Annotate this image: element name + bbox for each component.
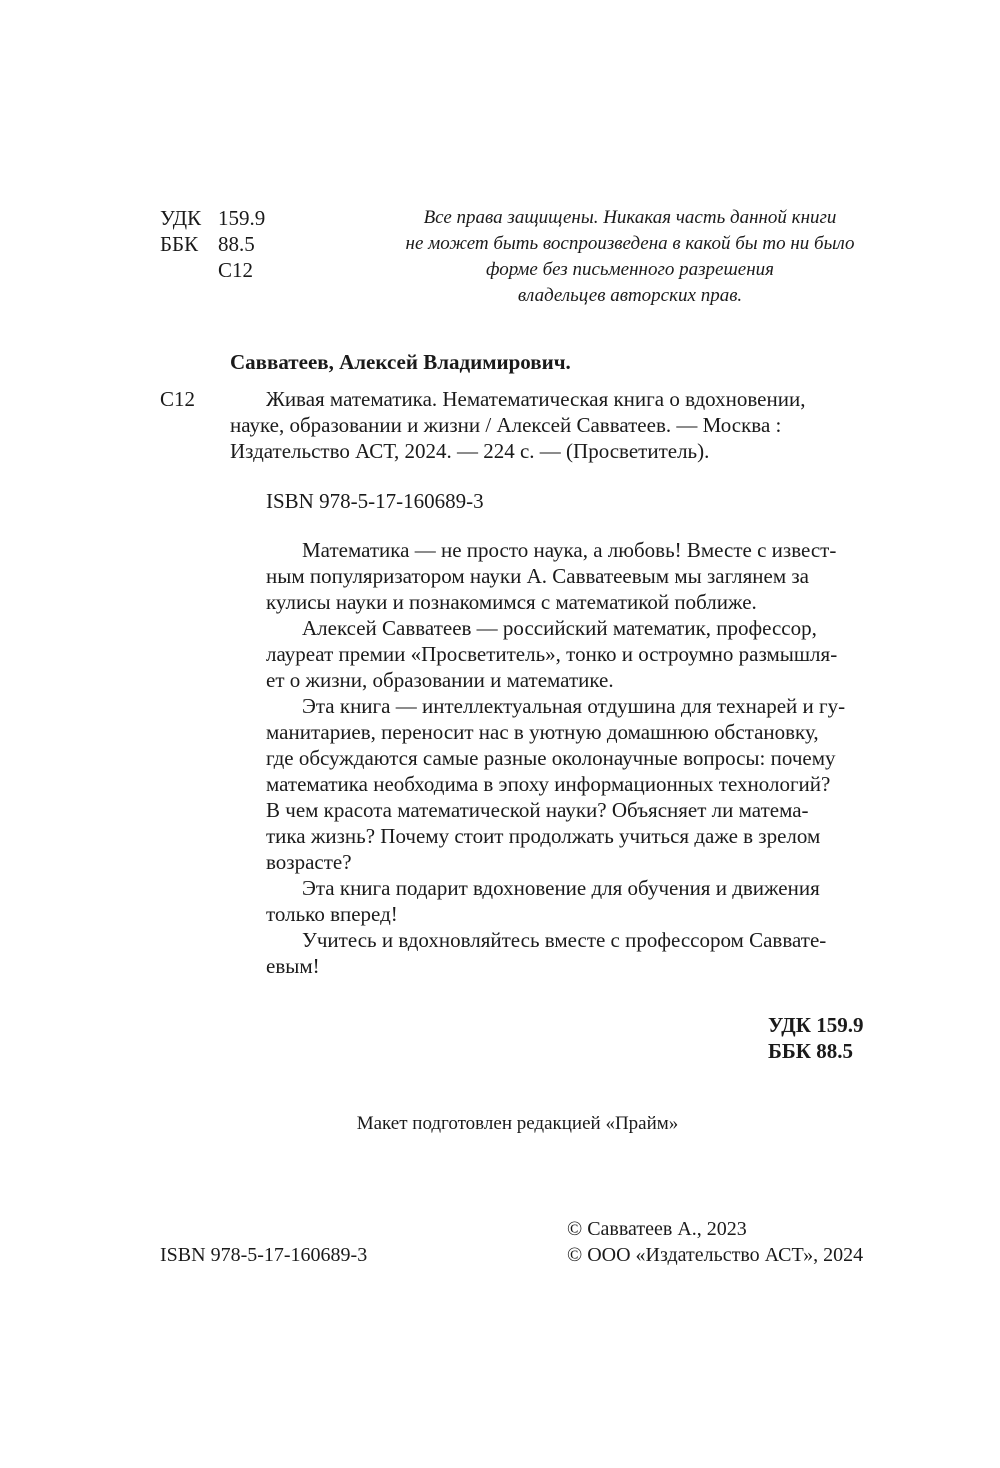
annotation-line: евым!	[266, 954, 320, 978]
rights-line: форме без письменного разрешения	[485, 259, 775, 280]
annotation-line: ным популяризатором науки А. Савватеевым мы заглянем за	[266, 564, 809, 588]
annotation-paragraph	[266, 875, 876, 927]
biblio-line: Живая математика. Нематематическая книга о вдохновении,	[266, 387, 806, 411]
isbn-main: ISBN 978-5-17-160689-3	[266, 489, 484, 513]
bbk-label: ББК	[160, 232, 199, 256]
annotation-paragraph	[266, 927, 876, 979]
footer-udk: УДК 159.9	[768, 1013, 864, 1037]
annotation-line: математика необходима в эпоху информационных технологий?	[266, 772, 831, 796]
author-mark-code	[160, 257, 253, 283]
author-mark: С12	[160, 387, 196, 411]
rights-notice	[330, 205, 930, 309]
annotation-line: кулисы науки и познакомимся с математикой поближе.	[266, 590, 757, 614]
annotation-line: Алексей Савватеев — российский математик, профессор,	[302, 616, 817, 640]
biblio-line: науке, образовании и жизни / Алексей Савватеев. — Москва :	[230, 413, 782, 437]
author-mark-value: С12	[218, 258, 254, 282]
footer-classification-codes	[768, 1012, 863, 1064]
rights-line: владельцев авторских прав.	[517, 285, 743, 306]
annotation-line: где обсуждаются самые разные околонаучные вопросы: почему	[266, 746, 836, 770]
annotation-line: манитариев, переносит нас в уютную домашнюю обстановку,	[266, 720, 819, 744]
annotation-line: лауреат премии «Просветитель», тонко и остроумно размышля-	[266, 642, 838, 666]
author-heading: Савватеев, Алексей Владимирович.	[230, 350, 571, 374]
annotation-line: Математика — не просто наука, а любовь! Вместе с извест-	[302, 538, 837, 562]
annotation-line: тика жизнь? Почему стоит продолжать учиться даже в зрелом	[266, 824, 821, 848]
annotation-line: Эта книга подарит вдохновение для обучения и движения	[302, 876, 820, 900]
bbk-code	[160, 231, 255, 257]
rights-line: не может быть воспроизведена в какой бы то ни было	[405, 233, 855, 254]
annotation-paragraph	[266, 537, 876, 615]
annotation-paragraph	[266, 615, 876, 693]
layout-credit: Макет подготовлен редакцией «Прайм»	[356, 1113, 679, 1134]
footer-bbk: ББК 88.5	[768, 1039, 853, 1063]
bibliographic-description	[230, 386, 875, 464]
bbk-value: 88.5	[218, 232, 255, 256]
copyright-block	[567, 1216, 863, 1268]
annotation-line: только вперед!	[266, 902, 398, 926]
annotation-paragraph	[266, 693, 876, 875]
annotation-line: Эта книга — интеллектуальная отдушина для технарей и гу-	[302, 694, 846, 718]
annotation-line: ет о жизни, образовании и математике.	[266, 668, 614, 692]
annotation	[266, 537, 876, 979]
annotation-line: возрасте?	[266, 850, 352, 874]
udk-label: УДК	[160, 206, 202, 230]
copyright-author: © Савватеев А., 2023	[567, 1218, 747, 1240]
annotation-line: В чем красота математической науки? Объясняет ли матема-	[266, 798, 809, 822]
biblio-line: Издательство АСТ, 2024. — 224 с. — (Просветитель).	[230, 439, 710, 463]
copyright-publisher: © ООО «Издательство АСТ», 2024	[567, 1244, 864, 1266]
udk-code	[160, 205, 265, 231]
udk-value: 159.9	[218, 206, 266, 230]
isbn-footer: ISBN 978-5-17-160689-3	[160, 1244, 368, 1266]
annotation-line: Учитесь и вдохновляйтесь вместе с профессором Саввате-	[302, 928, 827, 952]
rights-line: Все права защищены. Никакая часть данной книги	[423, 207, 837, 228]
